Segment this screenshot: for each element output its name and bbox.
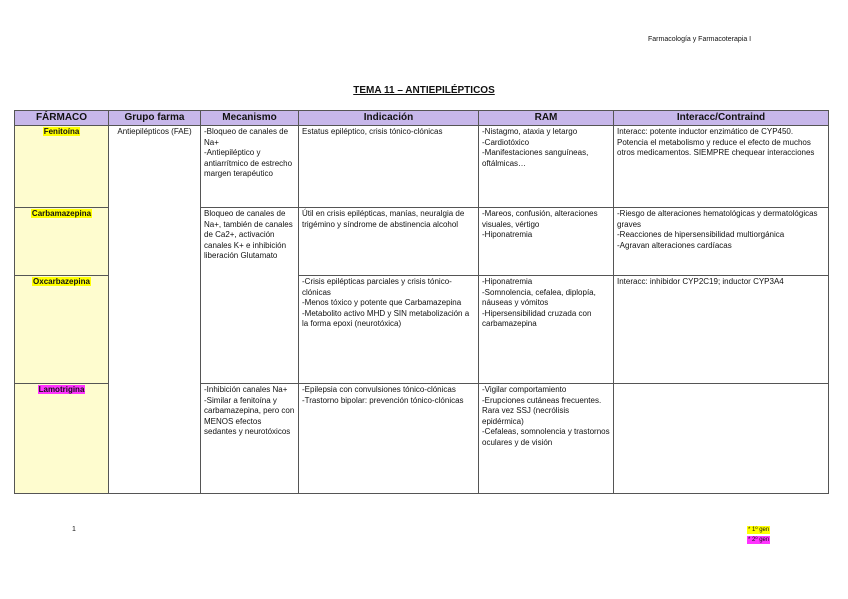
- indication-cell: [299, 126, 479, 208]
- drug-name: Carbamazepina: [31, 209, 92, 218]
- col-header-interactions: Interacc/Contraind: [614, 111, 829, 126]
- drug-table: [14, 110, 829, 494]
- indication-text: Útil en crisis epilépticas, manías, neuralgia de trigémino y síndrome de abstinencia alcohol: [302, 209, 465, 229]
- ram-text: -Vigilar comportamiento -Erupciones cutáneas frecuentes. Rara vez SSJ (necrólisis epidérmica) -Cefaleas, somnolencia y trastornos oculares y de visión: [482, 385, 610, 447]
- col-header-drug: FÁRMACO: [15, 111, 109, 126]
- indication-cell: [299, 208, 479, 276]
- ram-text: -Nistagmo, ataxia y letargo -Cardiotóxico -Manifestaciones sanguíneas, oftálmicas…: [482, 127, 589, 168]
- legend-second-gen: * 2º gen: [748, 537, 770, 543]
- indication-cell: [299, 276, 479, 384]
- indication-text: -Epilepsia con convulsiones tónico-clónicas -Trastorno bipolar: prevención tónico-clónicas: [302, 385, 464, 405]
- interactions-text: Interacc: inhibidor CYP2C19; inductor CYP3A4: [617, 277, 784, 286]
- legend-first-gen: * 1º gen: [748, 527, 770, 533]
- drug-name: Fenitoína: [43, 127, 80, 136]
- ram-cell: [479, 384, 614, 494]
- indication-cell: [299, 384, 479, 494]
- ram-text: -Hiponatremia -Somnolencia, cefalea, diplopía, náuseas y vómitos -Hipersensibilidad cruzada con carbamazepina: [482, 277, 596, 329]
- mechanism-cell: [201, 126, 299, 208]
- table-header-row: [15, 111, 829, 126]
- ram-cell: [479, 276, 614, 384]
- table-row: [15, 126, 829, 208]
- drug-name: Oxcarbazepina: [33, 277, 90, 286]
- ram-cell: [479, 126, 614, 208]
- mechanism-cell: [201, 208, 299, 384]
- interactions-text: -Riesgo de alteraciones hematológicas y dermatológicas graves -Reacciones de hipersensibilidad multiorgánica -Agravan alteraciones cardíacas: [617, 209, 818, 250]
- drug-cell: [15, 276, 109, 384]
- group-cell: Antiepilépticos (FAE): [109, 126, 201, 494]
- col-header-group: Grupo farma: [109, 111, 201, 126]
- drug-name: Lamotrigina: [38, 385, 85, 394]
- indication-text: -Crisis epilépticas parciales y crisis tónico-clónicas -Menos tóxico y potente que Carbamazepina -Metabolito activo MHD y SIN metabolización a la forma epoxi (neurotóxica): [302, 277, 470, 329]
- interactions-cell: [614, 208, 829, 276]
- col-header-mechanism: Mecanismo: [201, 111, 299, 126]
- indication-text: Estatus epiléptico, crisis tónico-clónicas: [302, 127, 443, 136]
- page-number: 1: [72, 526, 76, 533]
- mechanism-cell: [201, 384, 299, 494]
- ram-text: -Mareos, confusión, alteraciones visuales, vértigo -Hiponatremia: [482, 209, 598, 240]
- drug-cell: [15, 208, 109, 276]
- interactions-cell: [614, 126, 829, 208]
- interactions-cell: [614, 276, 829, 384]
- shared-mechanism-text: Bloqueo de canales de Na+, también de canales de Ca2+, activación canales K+ e inhibición liberación Glutamato: [204, 209, 293, 261]
- course-header: Farmacología y Farmacoterapia I: [648, 36, 752, 43]
- col-header-indication: Indicación: [299, 111, 479, 126]
- interactions-text: Interacc: potente inductor enzimático de CYP450. Potencia el metabolismo y reduce el efecto de muchos otros medicamentos. SIEMPRE chequear interacciones: [617, 127, 815, 158]
- ram-cell: [479, 208, 614, 276]
- interactions-cell: [614, 384, 829, 494]
- drug-cell: [15, 384, 109, 494]
- mechanism-text: -Bloqueo de canales de Na+ -Antiepiléptico y antiarrítmico de estrecho margen terapéutico: [204, 127, 293, 179]
- mechanism-text: -Inhibición canales Na+ -Similar a fenitoína y carbamazepina, pero con MENOS efectos sedantes y neurotóxicos: [204, 385, 295, 437]
- page-title: TEMA 11 – ANTIEPILÉPTICOS: [353, 85, 495, 96]
- drug-cell: [15, 126, 109, 208]
- col-header-ram: RAM: [479, 111, 614, 126]
